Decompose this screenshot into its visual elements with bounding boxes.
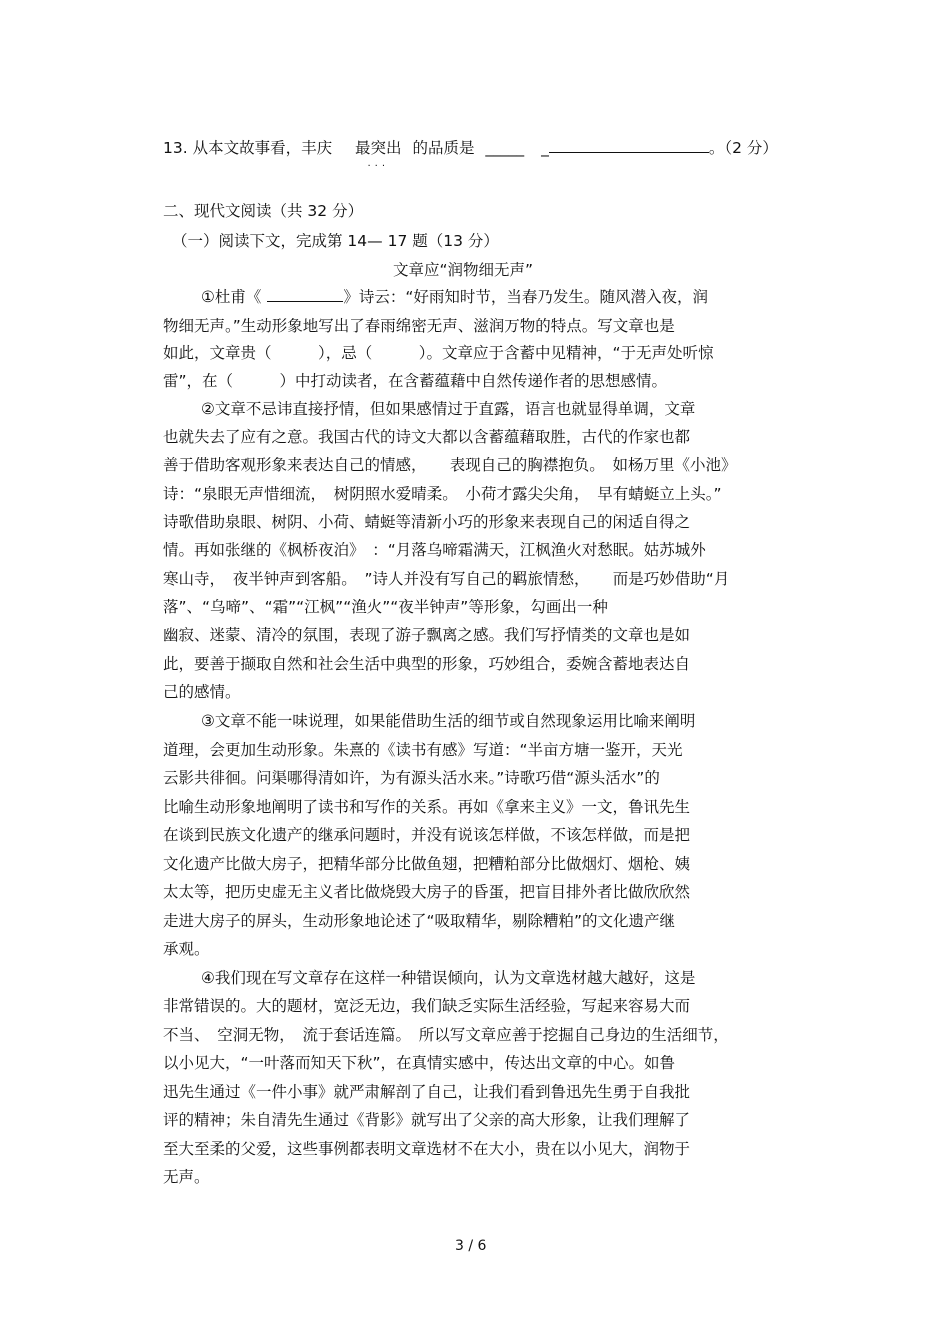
- para1-prefix: ①杜甫《: [201, 288, 262, 306]
- paragraph-line: ④我们现在写文章存在这样一种错误倾向，认为文章选材越大越好，这是: [201, 969, 696, 987]
- paragraph-line: 幽寂、迷蒙、清冷的氛围，表现了游子飘离之感。我们写抒情类的文章也是如: [163, 626, 691, 644]
- q13-prefix: 13. 从本文故事看，丰庆: [163, 139, 333, 157]
- q13-answer-line: [549, 138, 709, 153]
- paragraph-line: 走进大房子的屏头，生动形象地论述了“吸取精华，剔除糟粕”的文化遗产继: [163, 912, 676, 930]
- q13-blank-a: _____: [485, 139, 525, 157]
- paragraph-line: 如此，文章贵（ ），忌（ ）。文章应于含蓄中见精神，“于无声处听惊: [163, 344, 714, 362]
- paragraph-line: 太太等，把历史虚无主义者比做烧毁大房子的昏蛋，把盲目排外者比做欣欣然: [163, 883, 691, 901]
- paragraph-line: ②文章不忌讳直接抒情，但如果感情过于直露，语言也就显得单调，文章: [201, 400, 696, 418]
- paragraph-line: 云影共徘徊。问渠哪得清如许，为有源头活水来。”诗歌巧借“源头活水”的: [163, 769, 660, 787]
- title-blank: [267, 287, 343, 302]
- subsection-heading: （一）阅读下文，完成第 14— 17 题（13 分）: [172, 232, 499, 250]
- paragraph-line: 此，要善于撷取自然和社会生活中典型的形象，巧妙组合，委婉含蓄地表达自: [163, 655, 691, 673]
- q13-mid: 的品质是: [412, 139, 475, 157]
- page-number: 3 / 6: [455, 1238, 487, 1254]
- paragraph-line: 落”、“乌啼”、“霜”“江枫”“渔火”“夜半钟声”等形象，勾画出一种: [163, 598, 608, 616]
- paragraph-line: 至大至柔的父爱，这些事例都表明文章选材不在大小，贵在以小见大，润物于: [163, 1140, 691, 1158]
- paragraph-line: 己的感情。: [163, 683, 241, 701]
- question-13: [163, 138, 778, 172]
- paragraph-line: 文化遗产比做大房子，把精华部分比做鱼翅，把糟粕部分比做烟灯、烟枪、姨: [163, 855, 691, 873]
- paragraph-line: [201, 287, 708, 307]
- paragraph-line: 也就失去了应有之意。我国古代的诗文大都以含蓄蕴藉取胜，古代的作家也都: [163, 428, 691, 446]
- q13-blank-b: _: [541, 139, 549, 157]
- paragraph-line: 迅先生通过《一件小事》就严肃解剖了自己，让我们看到鲁迅先生勇于自我批: [163, 1083, 691, 1101]
- paragraph-line: 诗：“泉眼无声惜细流， 树阴照水爱晴柔。 小荷才露尖尖角， 早有蜻蜓立上头。”: [163, 485, 722, 503]
- paragraph-line: 诗歌借助泉眼、树阴、小荷、蜻蜓等清新小巧的形象来表现自己的闲适自得之: [163, 513, 691, 531]
- paragraph-line: 寒山寺， 夜半钟声到客船。 ”诗人并没有写自己的羁旅情愁， 而是巧妙借助“月: [163, 570, 730, 588]
- paragraph-line: 非常错误的。大的题材，宽泛无边，我们缺乏实际生活经验，写起来容易大而: [163, 997, 691, 1015]
- paragraph-line: 评的精神；朱自清先生通过《背影》就写出了父亲的高大形象，让我们理解了: [163, 1111, 691, 1129]
- paragraph-line: 无声。: [163, 1168, 210, 1186]
- paragraph-line: 比喻生动形象地阐明了读书和写作的关系。再如《拿来主义》一文，鲁讯先生: [163, 798, 691, 816]
- paragraph-line: 物细无声。”生动形象地写出了春雨绵密无声、滋润万物的特点。写文章也是: [163, 317, 675, 335]
- article-title: 文章应“润物细无声”: [393, 261, 534, 279]
- paragraph-line: 情。再如张继的《枫桥夜泊》 ：“月落乌啼霜满天，江枫渔火对愁眠。姑苏城外: [163, 541, 706, 559]
- paragraph-line: 承观。: [163, 940, 210, 958]
- q13-suffix: 。（2 分）: [708, 139, 778, 157]
- paragraph-line: 不当、 空洞无物， 流于套话连篇。 所以写文章应善于挖掘自己身边的生活细节，: [163, 1026, 729, 1044]
- para1-suffix: 》诗云：“好雨知时节，当春乃发生。随风潜入夜，润: [343, 288, 708, 306]
- paragraph-line: 以小见大，“一叶落而知天下秋”，在真情实感中，传达出文章的中心。如鲁: [163, 1054, 676, 1072]
- paragraph-line: ③文章不能一味说理，如果能借助生活的细节或自然现象运用比喻来阐明: [201, 712, 696, 730]
- q13-emphasis: 最突出 ···: [355, 139, 402, 172]
- section-heading: 二、现代文阅读（共 32 分）: [163, 202, 364, 220]
- paragraph-line: 雷”，在（ ）中打动读者，在含蓄蕴藉中自然传递作者的思想感情。: [163, 372, 668, 390]
- paragraph-line: 善于借助客观形象来表达自己的情感， 表现自己的胸襟抱负。 如杨万里《小池》: [163, 456, 737, 474]
- paragraph-line: 在谈到民族文化遗产的继承问题时，并没有说该怎样做，不该怎样做，而是把: [163, 826, 691, 844]
- paragraph-line: 道理，会更加生动形象。朱熹的《读书有感》写道：“半亩方塘一鉴开，天光: [163, 741, 683, 759]
